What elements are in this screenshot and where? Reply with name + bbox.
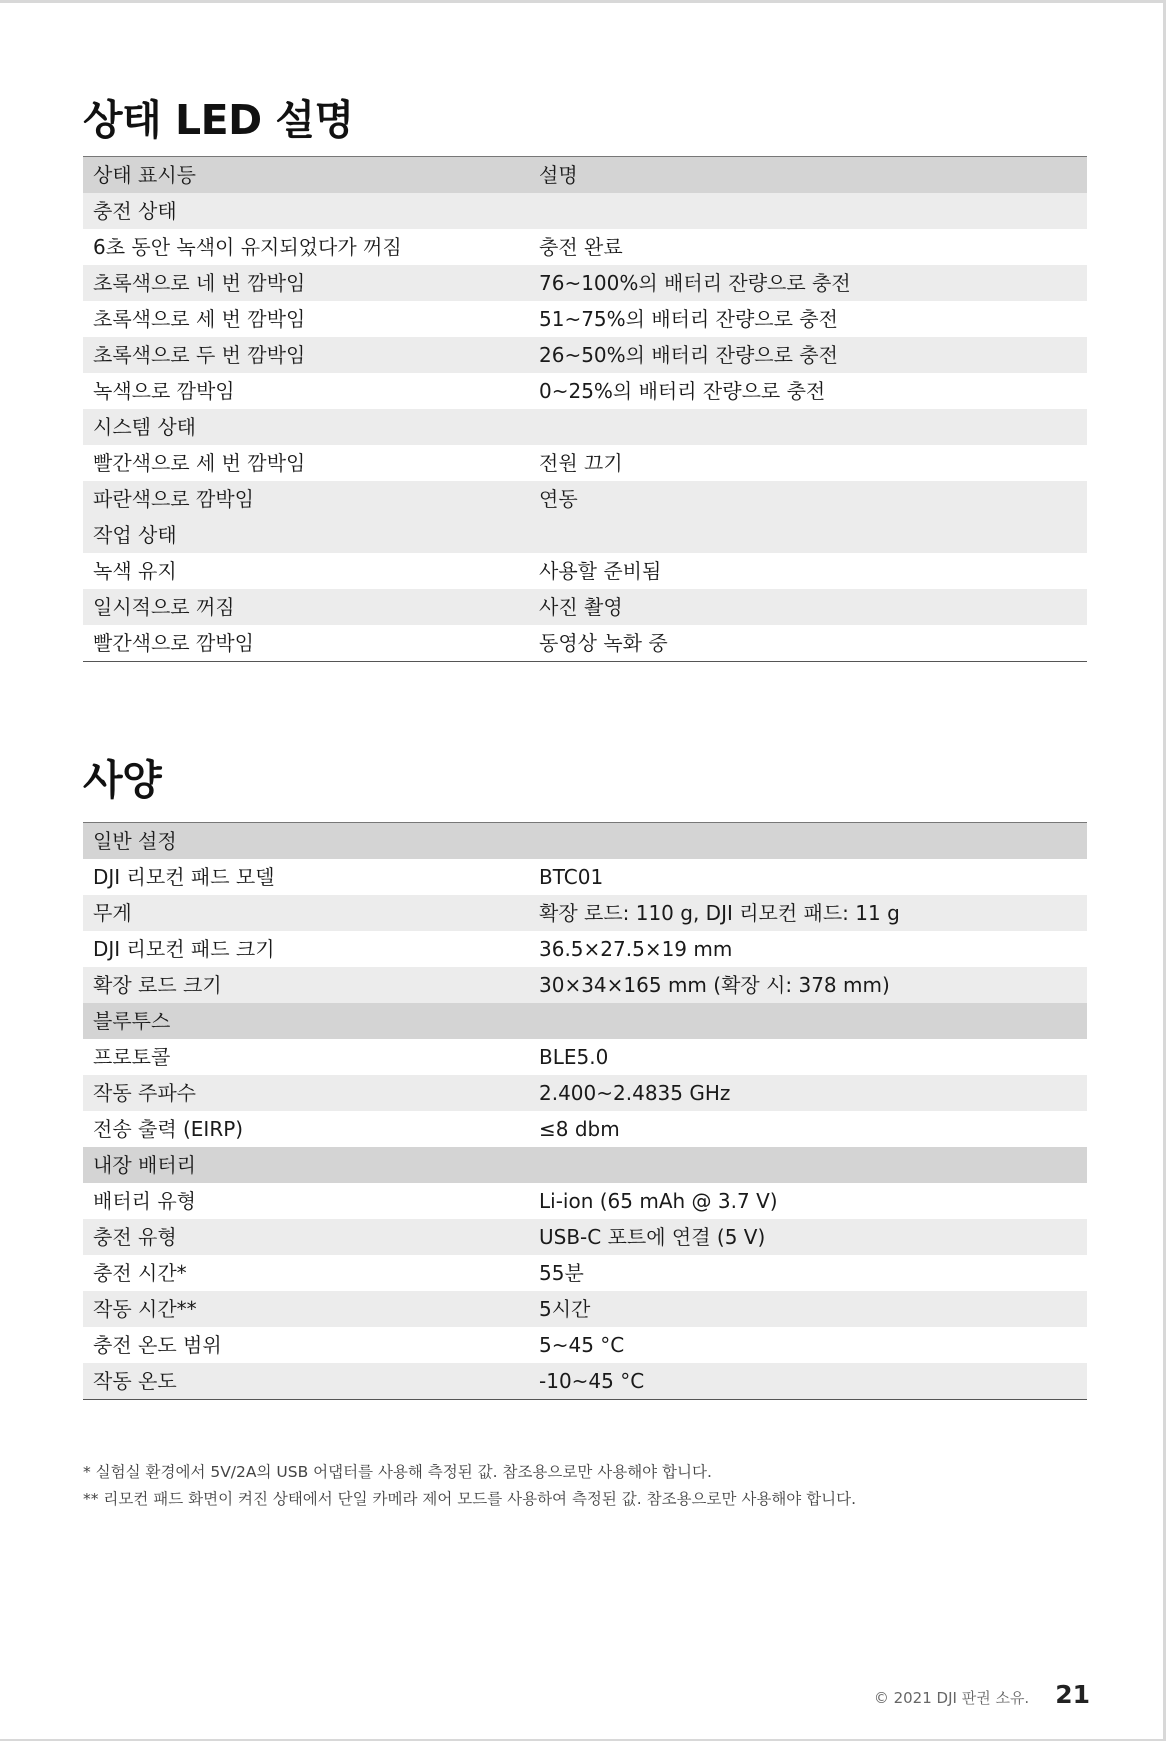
cell-value: 전원 끄기 <box>529 445 1087 481</box>
cell-label: 초록색으로 세 번 깜박임 <box>83 301 529 337</box>
cell-label: 내장 배터리 <box>83 1147 529 1183</box>
cell-label: 충전 온도 범위 <box>83 1327 529 1363</box>
page-number: 21 <box>1055 1680 1090 1709</box>
table-row <box>83 445 1087 481</box>
spec-section-title: 사양 <box>83 756 162 804</box>
table-row <box>83 895 1087 931</box>
cell-label: DJI 리모컨 패드 모델 <box>83 859 529 895</box>
header-description: 설명 <box>529 157 1087 194</box>
table-row <box>83 1039 1087 1075</box>
table-row <box>83 931 1087 967</box>
cell-label: 빨간색으로 깜박임 <box>83 625 529 662</box>
cell-label: 확장 로드 크기 <box>83 967 529 1003</box>
cell-label: 빨간색으로 세 번 깜박임 <box>83 445 529 481</box>
table-category-row <box>83 193 1087 229</box>
cell-label: DJI 리모컨 패드 크기 <box>83 931 529 967</box>
cell-label: 작업 상태 <box>83 517 529 553</box>
table-section-header <box>83 1147 1087 1183</box>
footnote-charging-time: * 실험실 환경에서 5V/2A의 USB 어댑터를 사용해 측정된 값. 참조용으로만 사용해야 합니다. <box>83 1463 712 1481</box>
table-row <box>83 625 1087 662</box>
cell-value: 30×34×165 mm (확장 시: 378 mm) <box>529 967 1087 1003</box>
cell-label: 일반 설정 <box>83 823 529 860</box>
cell-value: 연동 <box>529 481 1087 517</box>
spec-section <box>83 756 1087 1400</box>
cell-label: 무게 <box>83 895 529 931</box>
cell-label: 전송 출력 (EIRP) <box>83 1111 529 1147</box>
table-row <box>83 553 1087 589</box>
cell-value: -10~45 °C <box>529 1363 1087 1400</box>
table-section-header <box>83 823 1087 860</box>
table-row <box>83 373 1087 409</box>
led-section-title: 상태 LED 설명 <box>83 96 354 144</box>
cell-value: 51~75%의 배터리 잔량으로 충전 <box>529 301 1087 337</box>
table-row <box>83 1327 1087 1363</box>
spec-table <box>83 822 1087 1400</box>
copyright-text: © 2021 DJI 판권 소유. <box>873 1689 1030 1707</box>
table-row <box>83 967 1087 1003</box>
header-status-indicator: 상태 표시등 <box>83 157 529 194</box>
cell-label: 충전 상태 <box>83 193 529 229</box>
cell-label: 녹색 유지 <box>83 553 529 589</box>
table-row <box>83 589 1087 625</box>
footnote-operating-time: ** 리모컨 패드 화면이 켜진 상태에서 단일 카메라 제어 모드를 사용하여 측정된 값. 참조용으로만 사용해야 합니다. <box>83 1490 857 1508</box>
cell-value: BLE5.0 <box>529 1039 1087 1075</box>
table-row <box>83 1363 1087 1400</box>
table-row <box>83 1075 1087 1111</box>
table-row <box>83 1255 1087 1291</box>
page-footer <box>874 1680 1090 1709</box>
table-row <box>83 1111 1087 1147</box>
table-category-row <box>83 409 1087 445</box>
cell-label: 충전 유형 <box>83 1219 529 1255</box>
cell-value: 5시간 <box>529 1291 1087 1327</box>
cell-value: 사용할 준비됨 <box>529 553 1087 589</box>
table-row <box>83 301 1087 337</box>
cell-value: 동영상 녹화 중 <box>529 625 1087 662</box>
cell-value: 충전 완료 <box>529 229 1087 265</box>
cell-value: 5~45 °C <box>529 1327 1087 1363</box>
cell-label: 파란색으로 깜박임 <box>83 481 529 517</box>
cell-value <box>529 409 1087 445</box>
cell-value <box>529 193 1087 229</box>
cell-label: 초록색으로 두 번 깜박임 <box>83 337 529 373</box>
cell-label: 일시적으로 꺼짐 <box>83 589 529 625</box>
cell-value <box>529 1147 1087 1183</box>
cell-label: 작동 시간** <box>83 1291 529 1327</box>
table-category-row <box>83 517 1087 553</box>
cell-label: 충전 시간* <box>83 1255 529 1291</box>
table-row <box>83 1183 1087 1219</box>
cell-value: 36.5×27.5×19 mm <box>529 931 1087 967</box>
led-table <box>83 156 1087 662</box>
table-row <box>83 1219 1087 1255</box>
table-row <box>83 859 1087 895</box>
cell-value: BTC01 <box>529 859 1087 895</box>
cell-value: 2.400~2.4835 GHz <box>529 1075 1087 1111</box>
cell-label: 초록색으로 네 번 깜박임 <box>83 265 529 301</box>
cell-value: 사진 촬영 <box>529 589 1087 625</box>
cell-value: 26~50%의 배터리 잔량으로 충전 <box>529 337 1087 373</box>
cell-value: ≤8 dbm <box>529 1111 1087 1147</box>
cell-label: 녹색으로 깜박임 <box>83 373 529 409</box>
cell-label: 시스템 상태 <box>83 409 529 445</box>
led-section <box>83 96 1087 662</box>
cell-value <box>529 517 1087 553</box>
cell-value: Li-ion (65 mAh @ 3.7 V) <box>529 1183 1087 1219</box>
cell-label: 배터리 유형 <box>83 1183 529 1219</box>
cell-value: USB-C 포트에 연결 (5 V) <box>529 1219 1087 1255</box>
table-row <box>83 481 1087 517</box>
cell-value: 76~100%의 배터리 잔량으로 충전 <box>529 265 1087 301</box>
cell-label: 작동 주파수 <box>83 1075 529 1111</box>
table-row <box>83 1291 1087 1327</box>
led-table-header <box>83 157 1087 194</box>
table-section-header <box>83 1003 1087 1039</box>
cell-label: 프로토콜 <box>83 1039 529 1075</box>
cell-value <box>529 1003 1087 1039</box>
cell-value: 0~25%의 배터리 잔량으로 충전 <box>529 373 1087 409</box>
cell-value: 확장 로드: 110 g, DJI 리모컨 패드: 11 g <box>529 895 1087 931</box>
table-row <box>83 229 1087 265</box>
cell-label: 6초 동안 녹색이 유지되었다가 꺼짐 <box>83 229 529 265</box>
cell-label: 블루투스 <box>83 1003 529 1039</box>
table-row <box>83 265 1087 301</box>
cell-value: 55분 <box>529 1255 1087 1291</box>
cell-value <box>529 823 1087 860</box>
cell-label: 작동 온도 <box>83 1363 529 1400</box>
footnotes <box>83 1459 856 1513</box>
table-row <box>83 337 1087 373</box>
